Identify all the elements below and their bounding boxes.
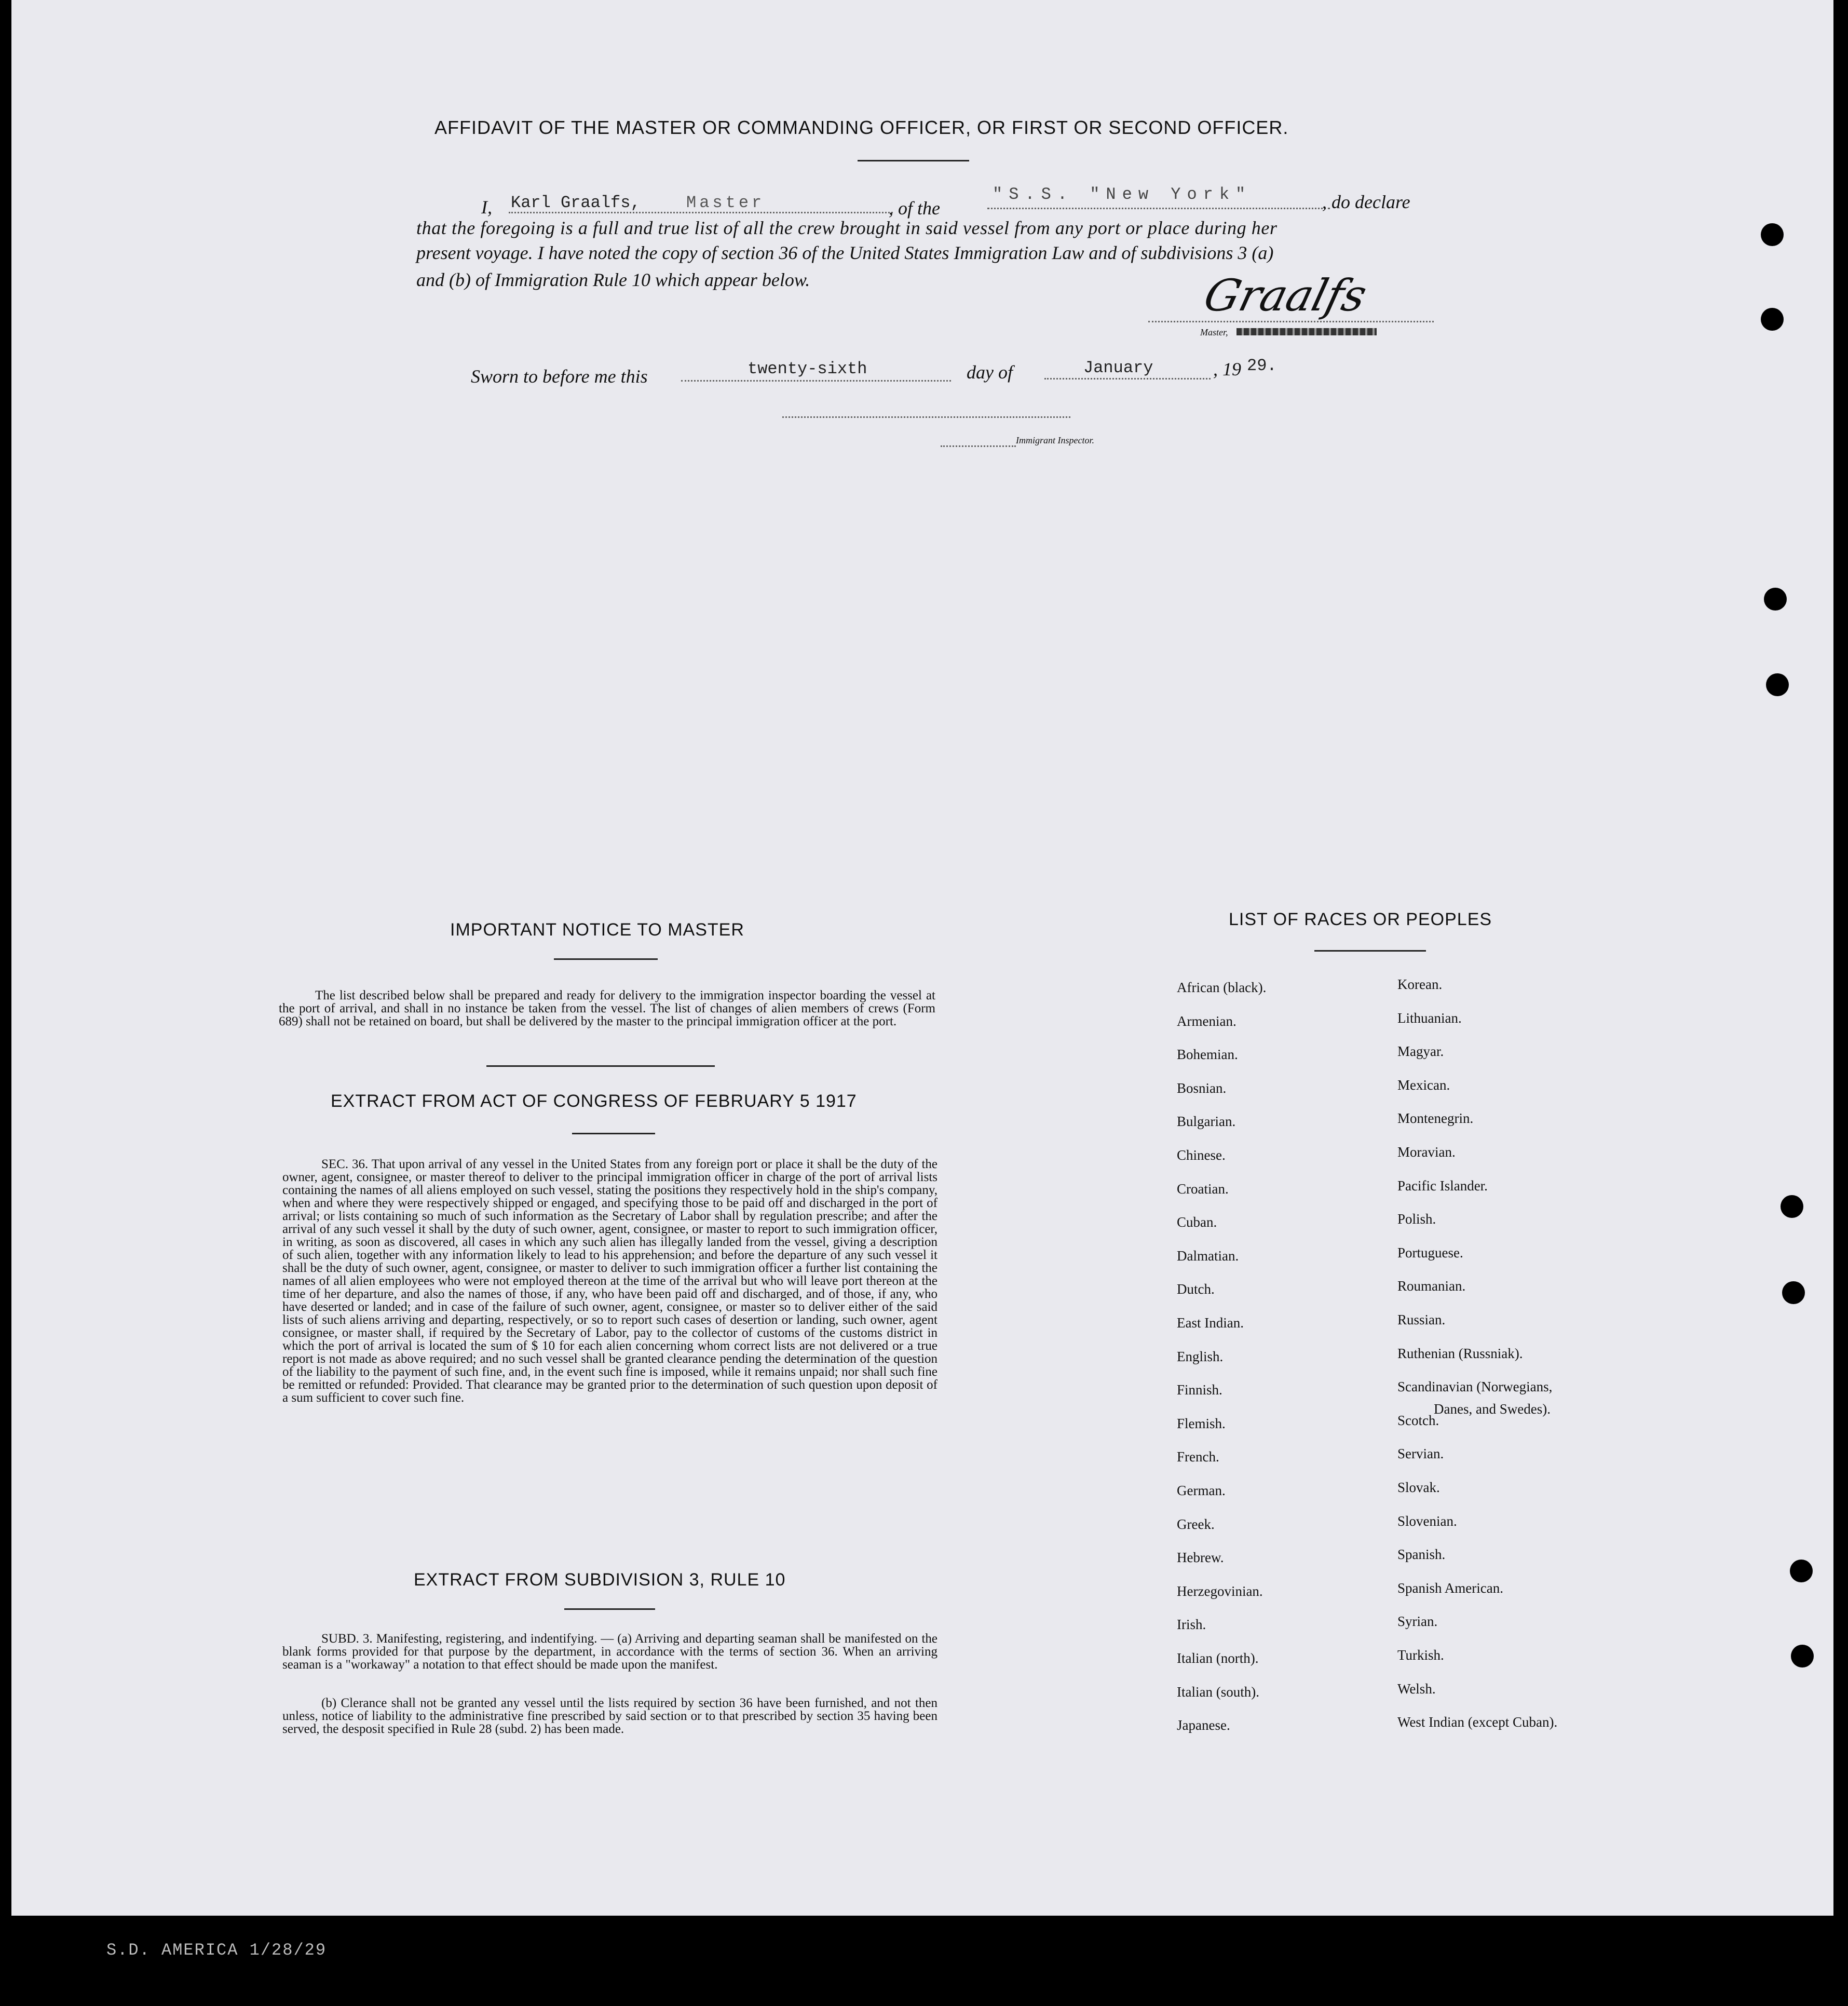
race-item: Polish. — [1397, 1211, 1436, 1227]
race-item: Scandinavian (Norwegians, — [1397, 1379, 1553, 1394]
race-item: Croatian. — [1177, 1181, 1229, 1197]
of-the-text: , of the — [889, 198, 940, 219]
race-item: Dalmatian. — [1177, 1248, 1239, 1264]
race-item: Armenian. — [1177, 1013, 1236, 1029]
notice-body: The list described below shall be prepared and ready for delivery to the immigration inspector boarding the vessel at the port of arrival, and shall in no instance be taken from the vessel. The list of changes of alien members of crews (Form 689) shall not be retained on board, but shall be delivered by the master to the principal immigration officer at the port. — [279, 988, 935, 1028]
inspector-caption: Immigrant Inspector. — [1016, 435, 1094, 445]
document-page — [11, 0, 1833, 1916]
affidavit-i: I, — [481, 197, 492, 218]
year-prefix: , 19 — [1213, 359, 1241, 379]
race-item: Bulgarian. — [1177, 1114, 1236, 1129]
notice-title-rule — [554, 958, 658, 960]
binding-hole — [1764, 588, 1787, 611]
affidavit-title-rule — [858, 160, 969, 161]
sworn-year: 29. — [1247, 356, 1277, 375]
rule-body-a: SUBD. 3. Manifesting, registering, and indentifying. — (a) Arriving and departing seaman shall be manifested on the blank forms provided for that purpose by the department, in accordance with the terms of section 36. When an arriving seaman is a "workaway" a notation to that effect should be made upon the manifest. — [282, 1632, 937, 1672]
race-item: East Indian. — [1177, 1315, 1244, 1331]
race-item: Moravian. — [1397, 1144, 1456, 1160]
day-of-text: day of — [967, 362, 1013, 383]
race-item: Portuguese. — [1397, 1245, 1463, 1260]
act-body: SEC. 36. That upon arrival of any vessel in the United States from any foreign port or place it shall be the duty of the owner, agent, consignee, or master thereof to deliver to the principal immigration officer in charge of the port of arrival lists containing the names of all aliens employed on such vessel, stating the positions they respectively hold in the ship's company, when and where they were respectively shipped or engaged, and specifying those to be paid off and discharged in the port of arrival; or lists containing so much of such information as the Secretary of Labor shall by regulation prescribe; and after the arrival of any such vessel it shall by the duty of such owner, agent, consignee, or master to report to such immigration officer, in writing, as soon as discovered, all cases in which any such alien has illegally landed from the vessel, giving a description of such alien, together with any information likely to lead to his apprehension; and before the departure of any such vessel it shall be the duty of such owner, agent, consignee, or master to deliver to such immigration officer a further list containing the names of all alien employees who were not employed thereon at the time of the arrival but who will leave port thereon at the time of her departure, and also the names of those, if any, who have been paid off and discharged, and of those, if any, who have deserted or landed; and in case of the failure of such owner, agent, consignee, or master so to deliver either of the said lists of such aliens arriving and departing, respectively, or so to report such cases of desertion or landing, such owner, agent consignee, or master shall, if required by the Secretary of Labor, pay to the collector of customs of the customs district in which the port of arrival is located the sum of $ 10 for each alien concerning whom correct lists are not delivered or a true report is not made as above required; and no such vessel shall be granted clearance pending the determination of the question of the liability to the payment of such fine, and, in the event such fine is imposed, while it remains unpaid; nor shall such fine be remitted or refunded: Provided. That clearance may be granted prior to the determination of such question upon deposit of a sum sufficient to cover such fine. — [282, 1157, 937, 1405]
race-item: West Indian (except Cuban). — [1397, 1714, 1558, 1730]
race-item: Herzegovinian. — [1177, 1583, 1263, 1599]
race-item: German. — [1177, 1483, 1226, 1498]
binding-hole — [1791, 1645, 1814, 1668]
race-item: Korean. — [1397, 977, 1443, 992]
race-item: Ruthenian (Russniak). — [1397, 1346, 1523, 1361]
race-item: Irish. — [1177, 1617, 1206, 1632]
race-item: Montenegrin. — [1397, 1110, 1474, 1126]
races-title: LIST OF RACES OR PEOPLES — [1229, 910, 1492, 929]
race-item: Turkish. — [1397, 1647, 1444, 1663]
race-item: Mexican. — [1397, 1077, 1450, 1093]
vessel-name: "S.S. "New York" — [993, 185, 1252, 204]
race-item: Slovak. — [1397, 1480, 1440, 1495]
binding-hole — [1781, 1195, 1803, 1218]
signature-caption: Master, — [1200, 327, 1228, 337]
race-item: Italian (south). — [1177, 1684, 1259, 1700]
sworn-text: Sworn to before me this — [471, 366, 648, 387]
race-item: Hebrew. — [1177, 1550, 1224, 1565]
master-name: Karl Graalfs, — [511, 193, 641, 212]
race-item: Italian (north). — [1177, 1650, 1259, 1666]
race-item: Slovenian. — [1397, 1513, 1457, 1529]
race-item: Roumanian. — [1397, 1278, 1466, 1294]
binding-hole — [1761, 308, 1784, 331]
race-item: English. — [1177, 1349, 1224, 1364]
struck-through-title — [1236, 328, 1377, 335]
race-item: African (black). — [1177, 980, 1267, 995]
race-item: Russian. — [1397, 1312, 1446, 1327]
rule-title: EXTRACT FROM SUBDIVISION 3, RULE 10 — [414, 1570, 786, 1590]
notice-title: IMPORTANT NOTICE TO MASTER — [450, 920, 744, 940]
race-item: Magyar. — [1397, 1043, 1444, 1059]
race-item: Servian. — [1397, 1446, 1444, 1461]
footer-stamp: S.D. AMERICA 1/28/29 — [106, 1941, 327, 1960]
sworn-month: January — [1083, 358, 1153, 377]
race-item: Dutch. — [1177, 1281, 1215, 1297]
race-right-continuation: Danes, and Swedes). — [1434, 1401, 1551, 1417]
master-signature: Graalfs — [1199, 270, 1372, 321]
race-item: Finnish. — [1177, 1382, 1222, 1398]
binding-hole — [1761, 223, 1784, 246]
binding-hole — [1790, 1560, 1813, 1582]
affidavit-line-2: that the foregoing is a full and true list of all the crew brought in said vessel from any port or place during her — [416, 218, 1278, 238]
race-item: Spanish American. — [1397, 1580, 1503, 1596]
affidavit-line-3: present voyage. I have noted the copy of section 36 of the United States Immigration Law and of subdivisions 3 (a) — [416, 242, 1274, 263]
binding-hole — [1782, 1281, 1805, 1304]
race-item: Chinese. — [1177, 1147, 1226, 1163]
binding-hole — [1766, 673, 1789, 696]
race-item: Spanish. — [1397, 1547, 1446, 1562]
race-item: Lithuanian. — [1397, 1010, 1462, 1026]
rule-body-b: (b) Clerance shall not be granted any vessel until the lists required by section 36 have been furnished, and not then unless, notice of liability to the administrative fine prescribed by said section or to that prescribed by section 35 having been served, the desposit specified in Rule 28 (subd. 2) has been made. — [282, 1696, 937, 1736]
race-item: French. — [1177, 1449, 1219, 1465]
race-item: Bosnian. — [1177, 1080, 1227, 1096]
race-item: Pacific Islander. — [1397, 1178, 1488, 1194]
race-item: Welsh. — [1397, 1681, 1436, 1697]
act-title-rule — [572, 1133, 655, 1134]
rule-title-rule — [564, 1608, 655, 1610]
race-item: Japanese. — [1177, 1717, 1230, 1733]
affidavit-line-4: and (b) of Immigration Rule 10 which appear below. — [416, 269, 810, 290]
races-title-rule — [1314, 950, 1426, 952]
race-item: Greek. — [1177, 1516, 1215, 1532]
affidavit-title: AFFIDAVIT OF THE MASTER OR COMMANDING OFFICER, OR FIRST OR SECOND OFFICER. — [434, 117, 1289, 138]
act-title: EXTRACT FROM ACT OF CONGRESS OF FEBRUARY 5 1917 — [331, 1091, 857, 1111]
race-item: Bohemian. — [1177, 1047, 1238, 1062]
race-item: Cuban. — [1177, 1214, 1217, 1230]
race-item: Scotch. — [1397, 1413, 1439, 1428]
master-rank: Master — [686, 193, 765, 212]
race-item: Flemish. — [1177, 1416, 1226, 1431]
race-item: Syrian. — [1397, 1614, 1438, 1629]
sworn-day: twenty-sixth — [748, 359, 867, 378]
do-declare-text: , do declare — [1322, 192, 1410, 212]
